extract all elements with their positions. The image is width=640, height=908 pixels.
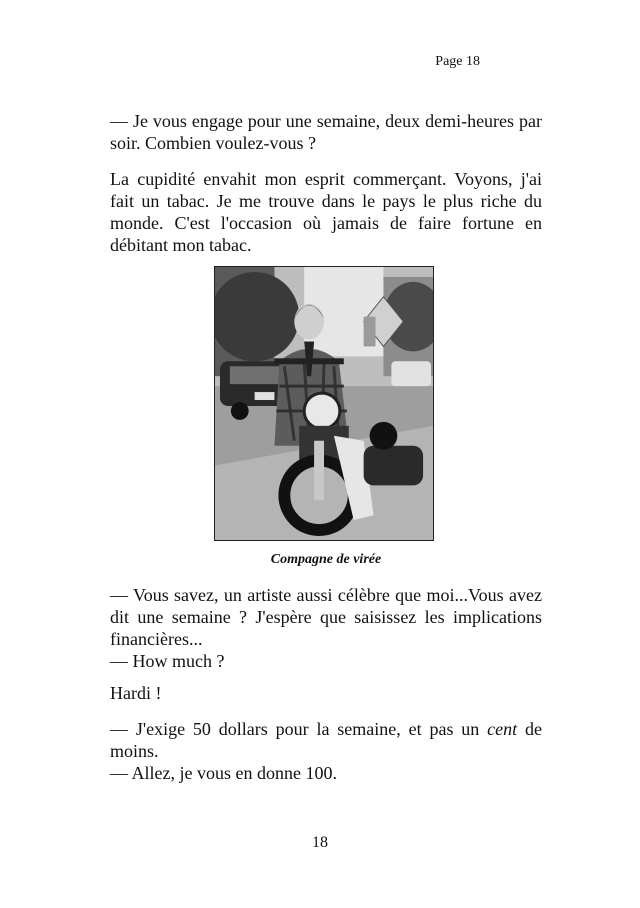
emphasized-word: cent <box>487 719 518 739</box>
paragraph-dialogue-2 <box>110 584 542 672</box>
photo-man-on-motorcycle <box>214 266 434 541</box>
dialogue-line: — Allez, je vous en donne 100. <box>110 763 337 783</box>
paragraph-exclamation: Hardi ! <box>110 683 162 703</box>
page-number: 18 <box>312 834 328 851</box>
dialogue-text: de moins. <box>110 719 543 761</box>
paragraph-dialogue-3 <box>110 718 542 784</box>
photo-illustration <box>215 267 433 540</box>
dialogue-line: — How much ? <box>110 651 225 671</box>
dialogue-line: — Vous savez, un artiste aussi célèbre que moi...Vous avez dit une semaine ? J'espère que saisissez les implications financières... <box>110 585 542 649</box>
page-header: Page 18 <box>435 54 480 69</box>
paragraph-dialogue-1: — Je vous engage pour une semaine, deux demi-heures par soir. Combien voulez-vous ? <box>110 111 542 153</box>
dialogue-text: — J'exige 50 dollars pour la semaine, et pas un <box>110 719 480 739</box>
paragraph-narration-1: La cupidité envahit mon esprit commerçant. Voyons, j'ai fait un tabac. Je me trouve dans le pays le plus riche du monde. C'est l'occasion où jamais de faire fortune en débitant mon tabac. <box>110 169 542 255</box>
photo-caption: Compagne de virée <box>270 552 382 567</box>
